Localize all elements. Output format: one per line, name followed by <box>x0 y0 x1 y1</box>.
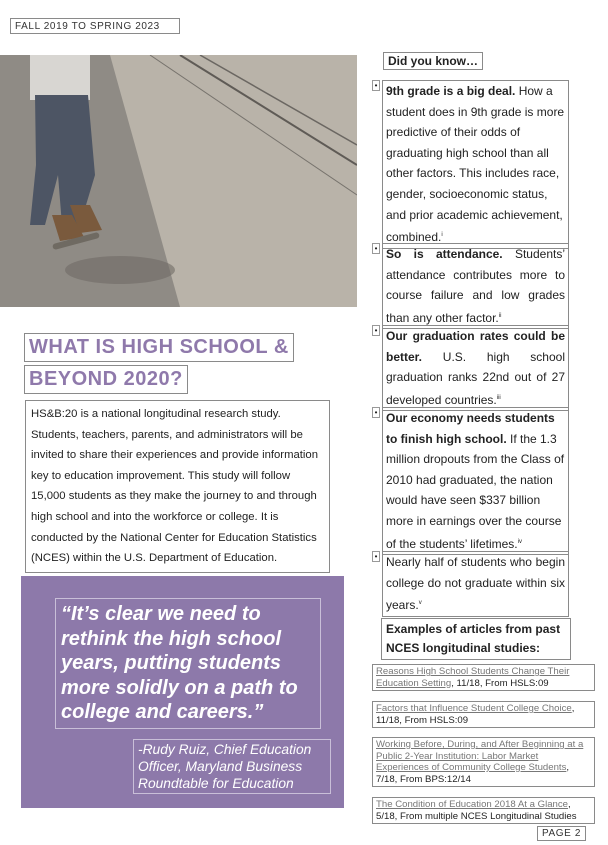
did-you-know-heading: Did you know… <box>383 52 483 70</box>
fact-item <box>372 80 569 249</box>
fact-bold: So is attendance. <box>386 247 503 261</box>
bullet-icon: • <box>372 551 380 562</box>
quote-text: “It’s clear we need to rethink the high school years, putting students more solidly on a path to college and careers.” <box>55 598 321 729</box>
photo-illustration <box>0 55 357 307</box>
footnote-marker: iv <box>517 538 522 545</box>
fact-text <box>382 551 569 617</box>
page-number: PAGE 2 <box>537 826 586 841</box>
bullet-icon: • <box>372 80 380 91</box>
article-meta: , 11/18, From HSLS:09 <box>376 703 575 726</box>
fact-body: Nearly half of students who begin college do not graduate within six years. <box>386 555 565 613</box>
footnote-marker: v <box>418 600 422 607</box>
bullet-icon: • <box>372 243 380 254</box>
footnote-marker: i <box>441 232 443 239</box>
article-link[interactable]: The Condition of Education 2018 At a Glance <box>376 799 569 810</box>
bullet-icon: • <box>372 325 380 336</box>
fact-bold: Our graduation rates could be better. <box>386 329 565 364</box>
article-item <box>372 664 595 691</box>
article-link[interactable]: Factors that Influence Student College Choice <box>376 703 572 714</box>
fact-bold: Our economy needs students to finish high school. <box>386 411 555 446</box>
article-item <box>372 701 595 728</box>
intro-paragraph: HS&B:20 is a national longitudinal research study. Students, teachers, parents, and administrators will be invited to share their experiences and provide information key to education improvement. This study will follow 15,000 students as they make the journey to and through high school and into the workforce or college. It is conducted by the National Center for Education Statistics (NCES) within the U.S. Department of Education. <box>25 400 330 573</box>
article-link[interactable]: Reasons High School Students Change Their Education Setting <box>376 666 570 689</box>
fact-text <box>382 407 569 555</box>
student-skateboarding-photo <box>0 55 357 307</box>
fact-body: Students’ attendance contributes more to course failure and low grades than any other factor. <box>386 247 565 325</box>
fact-text <box>382 325 569 411</box>
footnote-marker: iii <box>496 394 501 401</box>
examples-heading: Examples of articles from past NCES longitudinal studies: <box>381 618 571 660</box>
article-meta: , 5/18, From multiple NCES Longitudinal Studies <box>376 799 577 822</box>
date-range-header: FALL 2019 TO SPRING 2023 <box>10 18 180 34</box>
footnote-marker: ii <box>498 312 502 319</box>
quote-attribution: -Rudy Ruiz, Chief Education Officer, Maryland Business Roundtable for Education <box>133 739 331 794</box>
fact-item <box>372 325 569 411</box>
fact-item <box>372 243 569 329</box>
quote-callout <box>21 576 344 808</box>
fact-text <box>382 80 569 249</box>
fact-item <box>372 407 569 555</box>
bullet-icon: • <box>372 407 380 418</box>
article-item <box>372 737 595 787</box>
section-title <box>24 333 324 397</box>
article-link[interactable]: Working Before, During, and After Beginning at a Public 2-Year Institution: Labor Market Experiences of Community College Students <box>376 739 584 773</box>
fact-text <box>382 243 569 329</box>
fact-body: If the 1.3 million dropouts from the Class of 2010 had graduated, the nation would have seen $337 billion more in earnings over the course of the students’ lifetimes. <box>386 431 565 551</box>
article-item <box>372 797 595 824</box>
title-line-2: BEYOND 2020? <box>24 365 188 394</box>
article-meta: , 7/18, From BPS:12/14 <box>376 762 570 785</box>
fact-item <box>372 551 569 617</box>
fact-body: U.S. high school graduation ranks 22nd out of 27 developed countries. <box>386 349 565 407</box>
article-meta: , 11/18, From HSLS:09 <box>451 677 549 689</box>
fact-body: How a student does in 9th grade is more predictive of their odds of graduating high school than all other factors. This includes race, gender, socioeconomic status, and prior academic achievement, combined. <box>386 84 565 245</box>
title-line-1: WHAT IS HIGH SCHOOL & <box>24 333 294 362</box>
fact-bold: 9th grade is a big deal. <box>386 84 516 98</box>
